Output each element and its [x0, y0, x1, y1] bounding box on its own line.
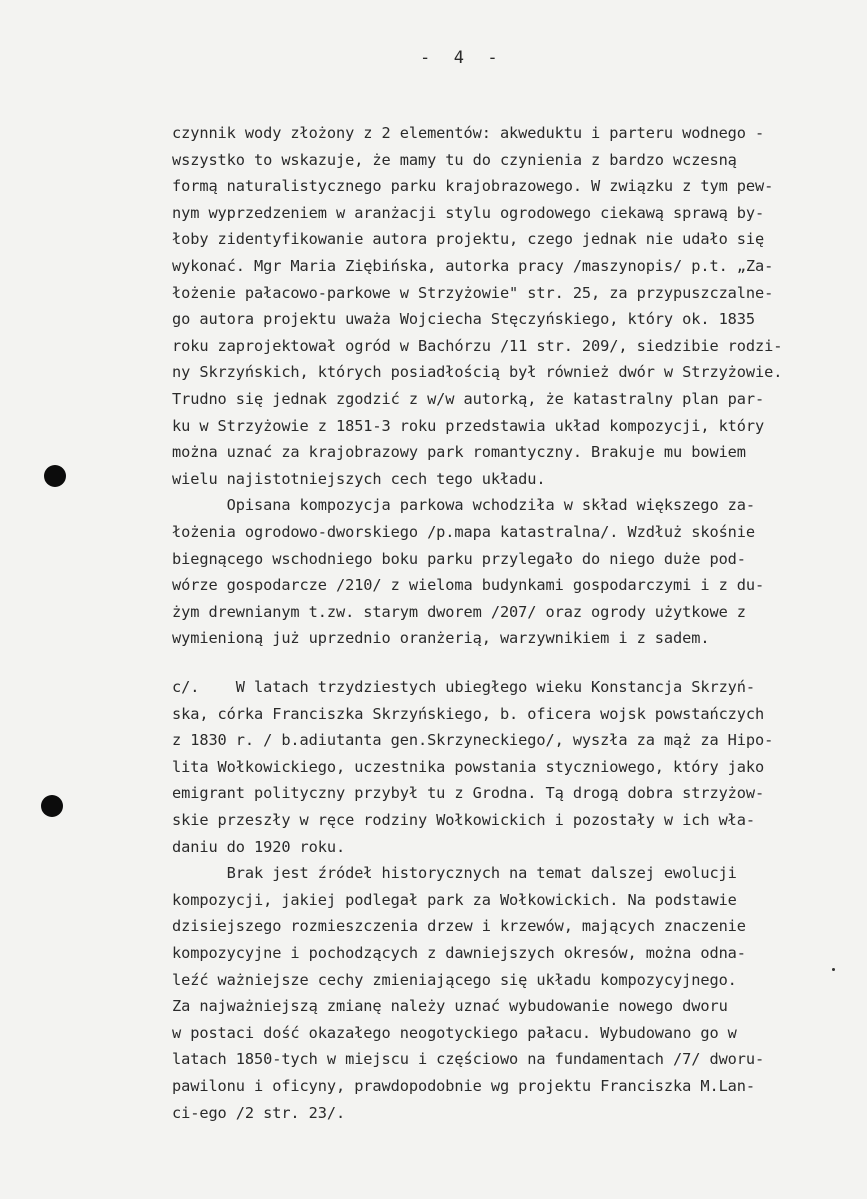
- page-number: - 4 -: [420, 48, 499, 68]
- text-line: czynnik wody złożony z 2 elementów: akweduktu i parteru wodnego -: [172, 124, 765, 142]
- text-line: ny Skrzyńskich, których posiadłością był również dwór w Strzyżowie.: [172, 363, 783, 382]
- text-line: dzisiejszego rozmieszczenia drzew i krzewów, mających znaczenie: [172, 917, 746, 936]
- text-line: roku zaprojektował ogród w Bachórzu /11 str. 209/, siedzibie rodzi-: [172, 336, 783, 355]
- text-line: żym drewnianym t.zw. starym dworem /207/ oraz ogrody użytkowe z: [172, 602, 746, 621]
- text-line: z 1830 r. / b.adiutanta gen.Skrzyneckiego/, wyszła za mąż za Hipo-: [172, 731, 774, 750]
- text-line: nym wyprzedzeniem w aranżacji stylu ogrodowego ciekawą sprawą by-: [172, 203, 765, 222]
- text-line: kompozycyjne i pochodzących z dawniejszych okresów, można odna-: [172, 943, 746, 962]
- text-line: ku w Strzyżowie z 1851-3 roku przedstawia układ kompozycji, który: [172, 416, 765, 435]
- text-line: wielu najistotniejszych cech tego układu.: [172, 469, 546, 488]
- text-line: lita Wołkowickiego, uczestnika powstania styczniowego, który jako: [172, 757, 765, 776]
- text-line: łoby zidentyfikowanie autora projektu, czego jednak nie udało się: [172, 230, 765, 249]
- text-line: c/. W latach trzydziestych ubiegłego wieku Konstancja Skrzyń-: [172, 678, 756, 696]
- text-line: wymienioną już uprzednio oranżerią, warzywnikiem i z sadem.: [172, 629, 710, 648]
- text-line: Opisana kompozycja parkowa wchodziła w skład większego za-: [172, 496, 756, 515]
- text-line: pawilonu i oficyny, prawdopodobnie wg projektu Franciszka M.Lan-: [172, 1076, 756, 1095]
- text-line: leźć ważniejsze cechy zmieniającego się układu kompozycyjnego.: [172, 970, 737, 989]
- text-line: łożenie pałacowo-parkowe w Strzyżowie" str. 25, za przypuszczalne-: [172, 283, 774, 302]
- text-line: łożenia ogrodowo-dworskiego /p.mapa katastralna/. Wzdłuż skośnie: [172, 522, 756, 541]
- text-line: Za najważniejszą zmianę należy uznać wybudowanie nowego dworu: [172, 997, 728, 1016]
- text-line: ci-ego /2 str. 23/.: [172, 1103, 346, 1122]
- text-line: skie przeszły w ręce rodziny Wołkowickich i pozostały w ich wła-: [172, 810, 756, 829]
- text-line: można uznać za krajobrazowy park romantyczny. Brakuje mu bowiem: [172, 443, 746, 462]
- text-line: daniu do 1920 roku.: [172, 837, 346, 856]
- text-line: wykonać. Mgr Maria Ziębińska, autorka pracy /maszynopis/ p.t. „Za-: [172, 256, 774, 275]
- text-block-1: [172, 120, 862, 652]
- punch-hole: [44, 465, 66, 487]
- text-line: Brak jest źródeł historycznych na temat dalszej ewolucji: [172, 864, 737, 883]
- punch-hole: [41, 795, 63, 817]
- text-line: latach 1850-tych w miejscu i częściowo na fundamentach /7/ dworu-: [172, 1050, 765, 1069]
- text-line: formą naturalistycznego parku krajobrazowego. W związku z tym pew-: [172, 177, 774, 196]
- text-line: w postaci dość okazałego neogotyckiego pałacu. Wybudowano go w: [172, 1023, 737, 1042]
- text-line: biegnącego wschodniego boku parku przylegało do niego duże pod-: [172, 549, 746, 568]
- text-line: kompozycji, jakiej podlegał park za Wołkowickich. Na podstawie: [172, 890, 737, 909]
- text-line: wórze gospodarcze /210/ z wieloma budynkami gospodarczymi i z du-: [172, 576, 765, 595]
- text-line: emigrant polityczny przybył tu z Grodna. Tą drogą dobra strzyżow-: [172, 784, 765, 803]
- text-line: ska, córka Franciszka Skrzyńskiego, b. oficera wojsk powstańczych: [172, 704, 765, 723]
- text-line: Trudno się jednak zgodzić z w/w autorką, że katastralny plan par-: [172, 389, 765, 408]
- text-line: wszystko to wskazuje, że mamy tu do czynienia z bardzo wczesną: [172, 150, 737, 169]
- text-block-2: [172, 674, 862, 1126]
- text-line: go autora projektu uważa Wojciecha Stęczyńskiego, który ok. 1835: [172, 310, 756, 329]
